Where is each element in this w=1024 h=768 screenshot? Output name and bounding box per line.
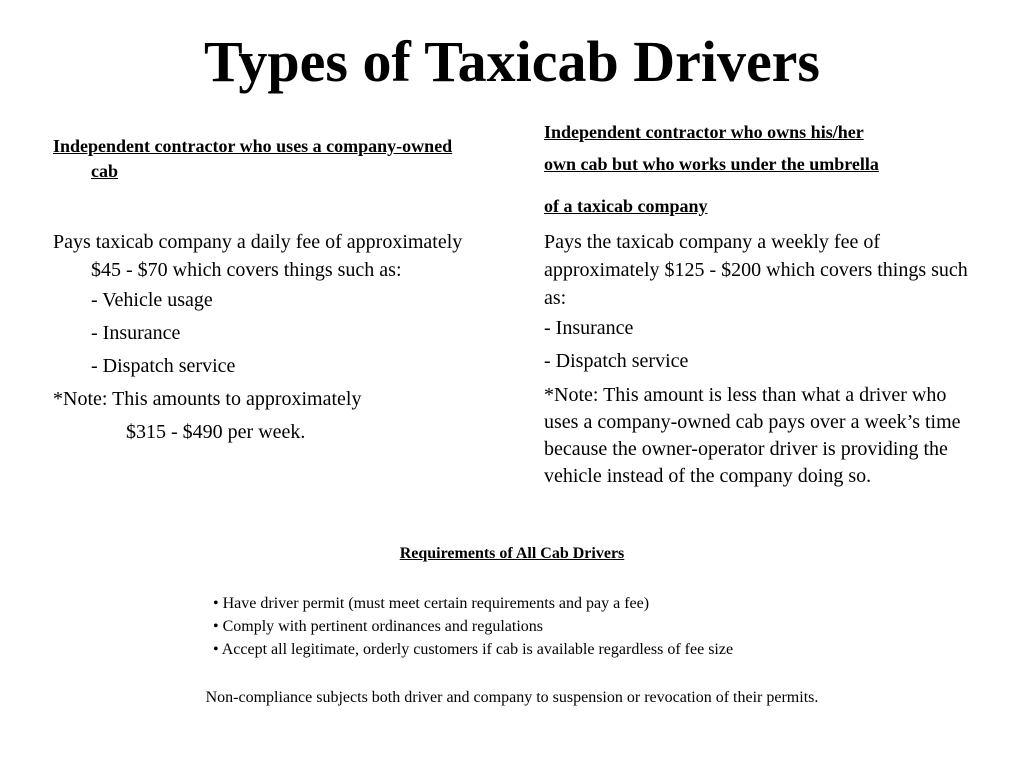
right-heading-line-2: own cab but who works under the umbrella	[544, 154, 879, 174]
bullet-icon: •	[213, 618, 219, 635]
right-heading	[544, 116, 984, 222]
left-note-line-2: $315 - $490 per week.	[126, 421, 306, 443]
right-item-dispatch-service: - Dispatch service	[544, 350, 689, 372]
bullet-icon: •	[213, 595, 219, 612]
requirements-list	[213, 592, 733, 661]
closing-text: Non-compliance subjects both driver and company to suspension or revocation of their permits.	[205, 689, 819, 706]
right-item-insurance: - Insurance	[544, 317, 634, 339]
left-body	[53, 228, 473, 449]
right-heading-line-3: of a taxicab company	[544, 196, 708, 216]
right-column	[544, 116, 984, 490]
right-fee-text: Pays the taxicab company a weekly fee of approximately $125 - $200 which covers things such as:	[544, 231, 968, 309]
left-item-dispatch-service: - Dispatch service	[91, 355, 236, 377]
left-item-vehicle-usage: - Vehicle usage	[91, 289, 213, 311]
left-note-line-1: *Note: This amounts to approximately	[53, 388, 362, 410]
right-note: *Note: This amount is less than what a driver who uses a company-owned cab pays over a week’s time because the owner-operator driver is providing the vehicle instead of the company doing so.	[544, 384, 961, 487]
left-column	[53, 134, 473, 449]
requirement-item	[213, 638, 733, 661]
requirements-title: Requirements of All Cab Drivers	[399, 545, 625, 562]
left-heading	[53, 134, 473, 184]
bullet-icon: •	[213, 641, 219, 658]
requirement-text: Have driver permit (must meet certain requirements and pay a fee)	[222, 595, 650, 612]
requirement-item	[213, 592, 733, 615]
left-heading-text: Independent contractor who uses a company-owned cab	[53, 136, 453, 181]
right-heading-line-1: Independent contractor who owns his/her	[544, 122, 864, 142]
requirement-text: Accept all legitimate, orderly customers if cab is available regardless of fee size	[221, 641, 734, 658]
requirement-item	[213, 615, 733, 638]
requirement-text: Comply with pertinent ordinances and regulations	[222, 618, 543, 635]
left-item-insurance: - Insurance	[91, 322, 181, 344]
right-body	[544, 228, 984, 490]
slide-title: Types of Taxicab Drivers	[204, 29, 820, 94]
left-fee-text: Pays taxicab company a daily fee of approximately $45 - $70 which covers things such as:	[53, 231, 463, 281]
